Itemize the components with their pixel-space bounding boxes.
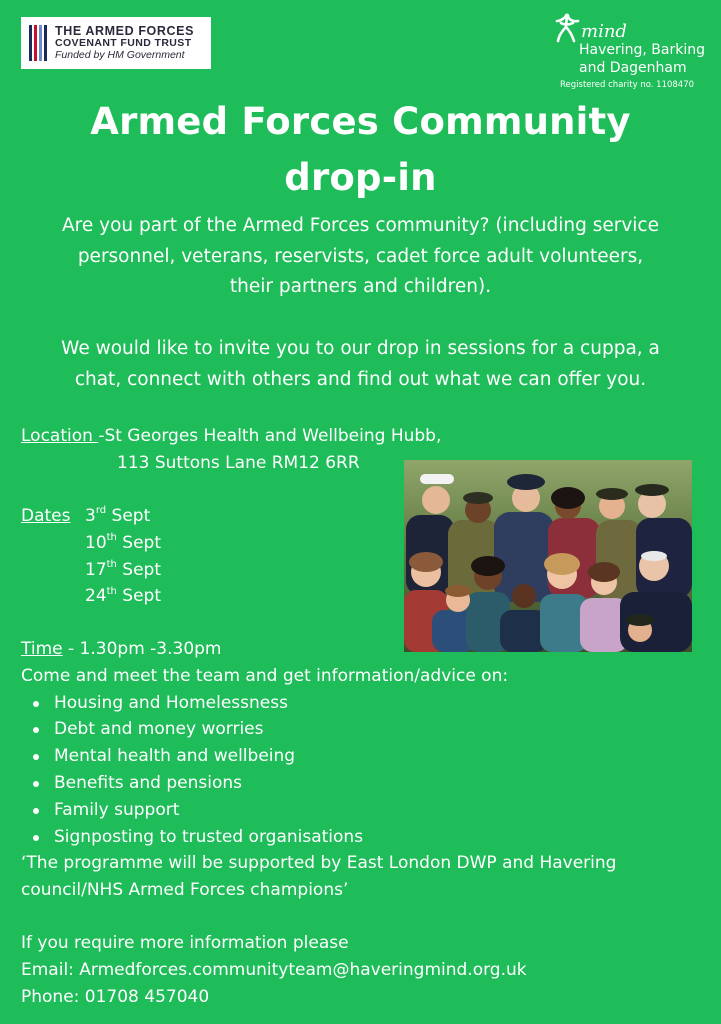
date-item: 17th Sept	[85, 558, 162, 580]
afc-logo-line2: COVENANT FUND TRUST	[55, 37, 192, 50]
list-item: Signposting to trusted organisations	[21, 824, 616, 851]
list-item: Benefits and pensions	[21, 770, 616, 797]
mind-location-line2: and Dagenham	[579, 60, 687, 76]
title-line1: Armed Forces Community	[90, 100, 631, 143]
phone-label: Phone:	[21, 986, 85, 1007]
location-line2: 113 Suttons Lane RM12 6RR	[117, 452, 360, 473]
details-section	[21, 636, 616, 904]
dates-section	[21, 503, 161, 610]
list-item: Debt and money worries	[21, 716, 616, 743]
quote-line2: council/NHS Armed Forces champions’	[21, 880, 349, 901]
mind-logo	[554, 13, 714, 93]
intro-p2-line2: chat, connect with others and find out what we can offer you.	[74, 368, 647, 390]
registered-charity-number: Registered charity no. 1108470	[560, 80, 695, 90]
time-value: - 1.30pm -3.30pm	[62, 639, 222, 659]
services-intro: Come and meet the team and get information/advice on:	[21, 665, 509, 686]
group-photo-image	[404, 460, 692, 652]
afc-logo-line3: Funded by HM Government	[55, 49, 185, 61]
mind-wordmark: mind	[581, 20, 627, 42]
contact-intro: If you require more information please	[21, 933, 349, 953]
email-link[interactable]: Armedforces.communityteam@haveringmind.org.uk	[79, 959, 527, 980]
date-item: 24th Sept	[85, 585, 162, 607]
date-item: 10th Sept	[85, 532, 162, 553]
community-group-photo	[404, 460, 692, 652]
mind-location-line1: Havering, Barking	[579, 42, 706, 58]
list-item: Mental health and wellbeing	[21, 743, 616, 770]
intro-p1-line1: Are you part of the Armed Forces community? (including service	[62, 215, 659, 236]
date-item: 3rd Sept	[85, 505, 151, 526]
phone-number[interactable]: 01708 457040	[84, 986, 210, 1007]
list-item: Housing and Homelessness	[21, 690, 616, 717]
afc-logo-line1: THE ARMED FORCES	[55, 24, 195, 39]
location-section	[21, 423, 441, 477]
quote-line1: ‘The programme will be supported by East London DWP and Havering	[21, 853, 617, 874]
mind-figure-icon	[554, 13, 580, 43]
afc-stripes-icon	[29, 25, 47, 61]
dates-label: Dates	[21, 506, 71, 526]
services-list	[21, 690, 616, 851]
title-line2: drop-in	[284, 156, 437, 199]
intro-paragraph-2	[20, 334, 701, 395]
contact-section	[21, 930, 527, 1010]
email-label: Email:	[21, 959, 80, 980]
intro-p1-line3: their partners and children).	[229, 276, 492, 297]
list-item: Family support	[21, 797, 616, 824]
time-label: Time	[21, 639, 63, 659]
location-label: Location	[21, 426, 99, 446]
intro-p2-line1: We would like to invite you to our drop in sessions for a cuppa, a	[61, 338, 660, 359]
intro-paragraph-1	[20, 211, 701, 303]
afc-covenant-logo	[21, 17, 211, 69]
location-line1: -St Georges Health and Wellbeing Hubb,	[98, 426, 442, 446]
intro-p1-line2: personnel, veterans, reservists, cadet force adult volunteers,	[77, 245, 644, 267]
page-title	[0, 94, 721, 206]
